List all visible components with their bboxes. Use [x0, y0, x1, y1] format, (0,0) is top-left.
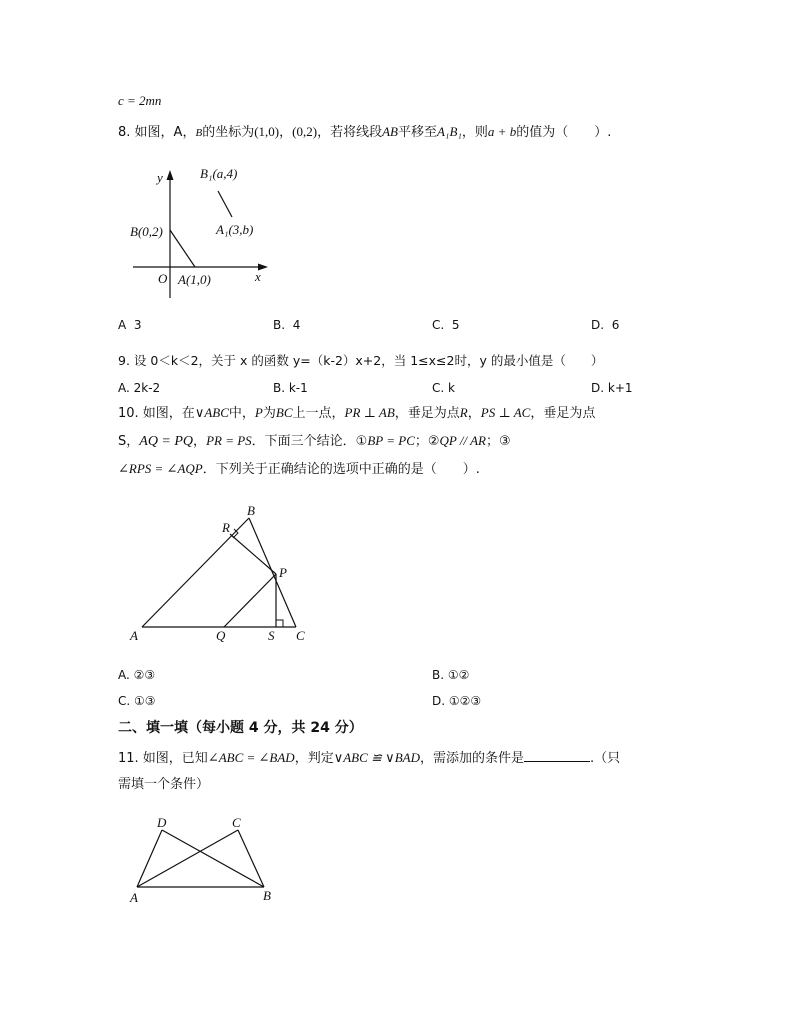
top-formula: c = 2mn [118, 93, 162, 108]
q9-option-a: A. 2k-2 [118, 381, 161, 395]
q11-line-1: 11. 如图，已知∠ABC = ∠BAD，判定∨ABC ≌ ∨BAD，需添加的条件是 .（只 [118, 750, 621, 766]
vertex-d-label: D [157, 815, 167, 830]
q8-b-letter: B [195, 127, 203, 139]
vertex-b-label: B [263, 888, 271, 903]
q8-segment: AB [382, 124, 398, 139]
point-s-label: S [268, 628, 275, 643]
point-b1-label: B₁(a,4) [200, 166, 238, 181]
y-axis-label: y [157, 170, 163, 185]
vertex-c-label: C [296, 628, 305, 643]
point-a-label: A(1,0) [178, 272, 211, 287]
q9-option-b: B. k-1 [273, 381, 308, 395]
q8-coord-b: (0,2) [292, 124, 318, 139]
point-a1-label: A₁(3,b) [216, 222, 254, 237]
q10-line-3: ∠RPS = ∠AQP．下列关于正确结论的选项中正确的是（ ）. [118, 461, 480, 477]
q10-line-1: 10. 如图，在∨ABC中，P为BC上一点，PR ⊥ AB，垂足为点R，PS ⊥ AC，垂足为点 [118, 405, 596, 421]
q8-text: ， [279, 125, 293, 140]
q10-option-d: D. ①②③ [432, 694, 482, 708]
q8-number: 8. [118, 125, 131, 140]
q8-option-c: C. 5 [432, 318, 460, 332]
point-q-label: Q [216, 628, 226, 643]
q10-option-b: B. ①② [432, 668, 470, 682]
q9-option-d: D. k+1 [591, 381, 633, 395]
q8-text: ，若将线段 [317, 125, 383, 140]
q8-option-b: B. 4 [273, 318, 301, 332]
q8-text: ，则 [461, 125, 488, 140]
q11-line-2: 需填一个条件） [118, 777, 210, 792]
q8-text: 如图，A， [134, 125, 196, 140]
vertex-b-label: B [247, 503, 255, 518]
triangle-abc: ∨ABC [194, 405, 229, 420]
q8-segment-1: A₁B₁ [436, 124, 462, 139]
q9-stem: 9. 设 0＜k＜2，关于 x 的函数 y=（k-2）x+2，当 1≤x≤2时，y 的最小值是（ ） [118, 353, 604, 368]
vertex-a-label: A [130, 890, 138, 905]
point-b-label: B(0,2) [130, 224, 163, 239]
q8-text: 的坐标为 [202, 125, 255, 140]
q8-coord-a: (1,0) [254, 124, 280, 139]
q10-line-2: S，AQ = PQ，PR = PS．下面三个结论．①BP = PC；②QP // AR；③ [118, 433, 511, 449]
q9-option-c: C. k [432, 381, 455, 395]
q8-option-a: A 3 [118, 318, 142, 332]
q10-option-a: A. ②③ [118, 668, 156, 682]
point-p-label: P [279, 565, 287, 580]
point-r-label: R [222, 520, 230, 535]
origin-label: O [158, 271, 168, 286]
q8-option-d: D. 6 [591, 318, 620, 332]
vertex-c-label: C [232, 815, 241, 830]
q8-text: 的值为（ ）. [516, 125, 612, 140]
vertex-a-label: A [130, 628, 138, 643]
x-axis-label: x [255, 269, 261, 284]
q10-option-c: C. ①③ [118, 694, 156, 708]
q8-text: 平移至 [397, 125, 437, 140]
section-2-title: 二、填一填（每小题 4 分，共 24 分） [118, 720, 363, 736]
q8-expression: a + b [487, 124, 517, 139]
